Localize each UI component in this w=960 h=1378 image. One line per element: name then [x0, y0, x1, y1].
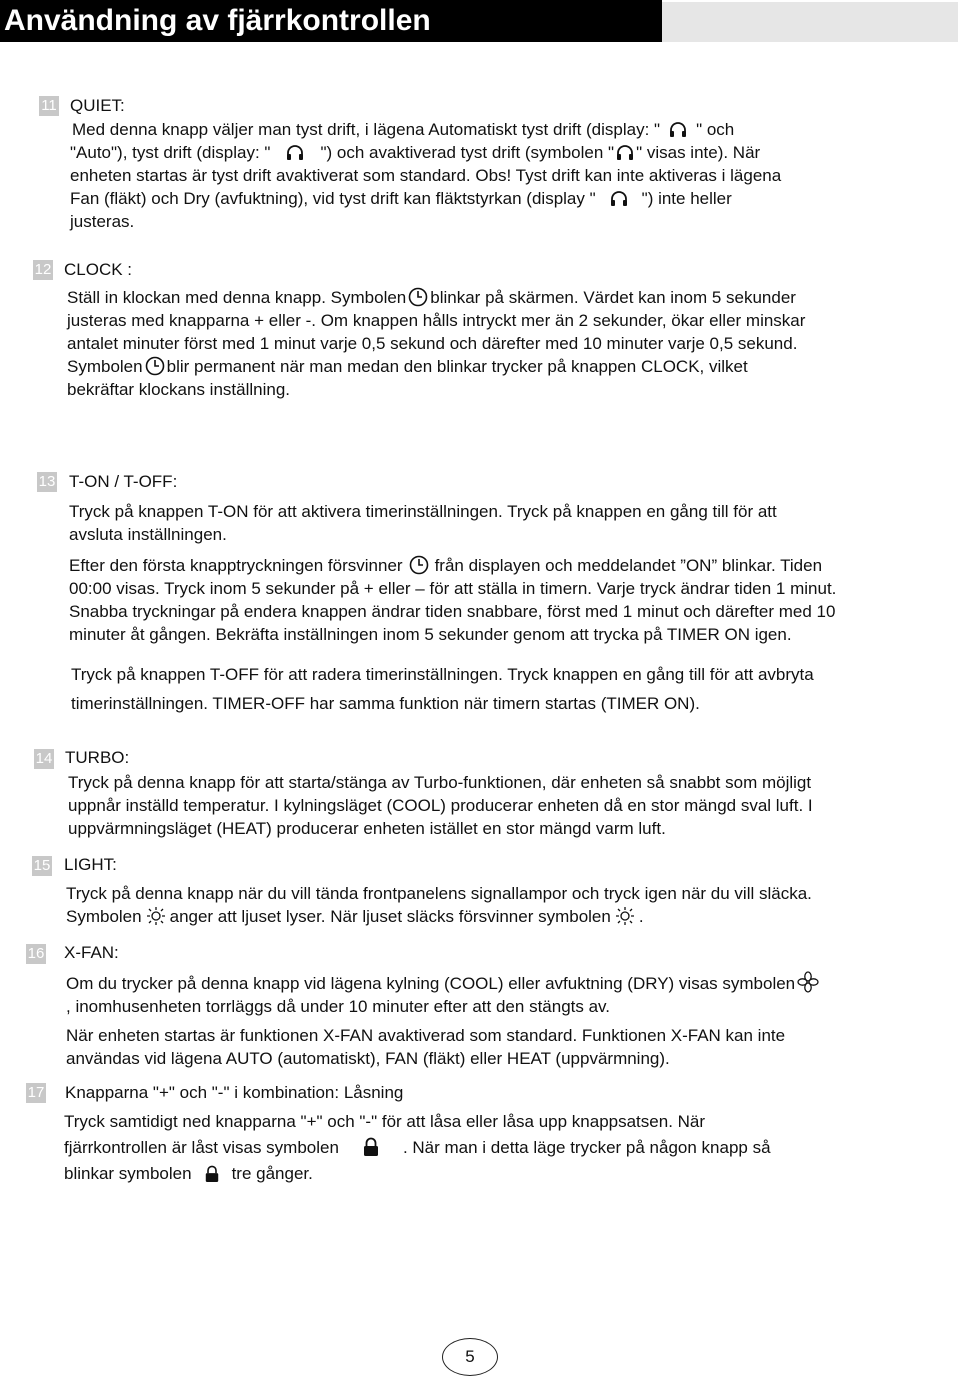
- text: Symbolen: [67, 357, 143, 376]
- text: ") och avaktiverad tyst drift (symbolen ": [320, 143, 615, 162]
- section-title-lock: Knapparna "+" och "-" i kombination: Låsning: [65, 1083, 404, 1102]
- text: justeras.: [70, 212, 135, 231]
- section-body-lock: [64, 1109, 944, 1187]
- section-number-14: 14: [35, 750, 53, 767]
- text: , inomhusenheten torrläggs då under 10 minuter efter att den stängts av.: [66, 997, 611, 1016]
- clock-icon: [409, 555, 429, 575]
- text: antalet minuter först med 1 minut varje 0,5 sekund och därefter med 10 minuter varje 0,5 sekund.: [67, 334, 798, 353]
- lock-icon: [362, 1137, 380, 1157]
- section-number-13: 13: [38, 473, 56, 490]
- text: bekräftar klockans inställning.: [67, 380, 291, 399]
- text: enheten startas är tyst drift avaktiverat som standard. Obs! Tyst drift kan inte aktiveras i lägena: [70, 166, 782, 185]
- text: ") inte heller: [641, 189, 732, 208]
- text: Tryck på knappen T-OFF för att radera timerinställningen. Tryck knappen en gång till för att avbryta: [71, 665, 814, 684]
- section-number-17: 17: [27, 1084, 45, 1101]
- lock-icon: [204, 1165, 220, 1183]
- section-body-quiet: [72, 118, 902, 233]
- section-body-light: [66, 882, 946, 928]
- section-title-quiet: QUIET:: [70, 96, 125, 115]
- text: 00:00 visas. Tryck inom 5 sekunder på + eller – för att ställa in timern. Varje tryck ändrar tiden 1 minut.: [69, 579, 837, 598]
- text: Snabba tryckningar på endera knappen ändrar tiden snabbare, först med 1 minut och därefter med 10: [69, 602, 836, 621]
- text: från displayen och meddelandet ”ON” blinkar. Tiden: [434, 556, 823, 575]
- section-number-11: 11: [39, 96, 59, 116]
- text: avsluta inställningen.: [69, 525, 227, 544]
- section-body-timer: [69, 500, 949, 718]
- section-body-xfan: [66, 971, 950, 1070]
- quiet-headphone-icon: [669, 121, 687, 139]
- section-number-15: 15: [33, 857, 51, 874]
- text: När enheten startas är funktionen X-FAN avaktiverad som standard. Funktionen X-FAN kan inte: [66, 1026, 786, 1045]
- text: blinkar på skärmen. Värdet kan inom 5 sekunder: [430, 288, 796, 307]
- text: Symbolen: [66, 907, 142, 926]
- clock-icon: [145, 356, 165, 376]
- text: justeras med knapparna + eller -. Om knappen hålls intryckt mer än 2 sekunder, ökar eller minskar: [67, 311, 806, 330]
- text: tre gånger.: [231, 1164, 313, 1183]
- xfan-icon: [797, 971, 819, 993]
- text: Tryck samtidigt ned knapparna "+" och "-" för att låsa eller låsa upp knappsatsen. När: [64, 1112, 706, 1131]
- text: blir permanent när man medan den blinkar trycker på knappen CLOCK, vilket: [166, 357, 748, 376]
- light-bulb-icon: [613, 906, 637, 926]
- page-number: 5: [442, 1338, 498, 1376]
- light-bulb-icon: [144, 906, 168, 926]
- page-title: Användning av fjärrkontrollen: [0, 0, 662, 42]
- text: " och: [696, 120, 735, 139]
- text: uppnår inställd temperatur. I kylningsläget (COOL) producerar enheten då en stor mängd sval luft. I: [68, 796, 813, 815]
- text: användas vid lägena AUTO (automatiskt), FAN (fläkt) eller HEAT (uppvärmning).: [66, 1049, 670, 1068]
- quiet-headphone-icon: [610, 190, 628, 208]
- text: Tryck på knappen T-ON för att aktivera timerinställningen. Tryck på knappen en gång till för att: [69, 502, 777, 521]
- section-title-timer: T-ON / T-OFF:: [69, 472, 178, 491]
- text: Tryck på denna knapp när du vill tända frontpanelens signallampor och tryck igen när du vill släcka.: [66, 884, 812, 903]
- text: .: [638, 907, 644, 926]
- text: Efter den första knapptryckningen försvinner: [69, 556, 403, 575]
- section-body-clock: [67, 286, 927, 401]
- text: " visas inte). När: [636, 143, 761, 162]
- clock-icon: [408, 287, 428, 307]
- text: uppvärmningsläget (HEAT) producerar enheten istället en stor mängd varm luft.: [68, 819, 666, 838]
- text: . När man i detta läge trycker på någon knapp så: [402, 1138, 771, 1157]
- section-number-16: 16: [27, 945, 45, 962]
- quiet-headphone-icon: [616, 144, 634, 162]
- section-number-12: 12: [34, 261, 52, 278]
- text: Fan (fläkt) och Dry (avfuktning), vid tyst drift kan fläktstyrkan (display ": [70, 189, 596, 208]
- section-body-turbo: [68, 771, 948, 840]
- section-title-light: LIGHT:: [64, 855, 117, 874]
- section-title-xfan: X-FAN:: [64, 943, 119, 962]
- text: timerinställningen. TIMER-OFF har samma funktion när timern startas (TIMER ON).: [71, 694, 700, 713]
- header-grey-band: [662, 2, 958, 42]
- section-title-turbo: TURBO:: [65, 748, 130, 767]
- text: blinkar symbolen: [64, 1164, 192, 1183]
- text: Tryck på denna knapp för att starta/stänga av Turbo-funktionen, där enheten så snabbt som möjligt: [68, 773, 812, 792]
- text: minuter åt gången. Bekräfta inställningen inom 5 sekunder genom att trycka på TIMER ON igen.: [69, 625, 792, 644]
- text: fjärrkontrollen är låst visas symbolen: [64, 1138, 339, 1157]
- quiet-headphone-icon: [286, 144, 304, 162]
- text: "Auto"), tyst drift (display: ": [70, 143, 271, 162]
- section-title-clock: CLOCK :: [64, 260, 133, 279]
- text: Med denna knapp väljer man tyst drift, i lägena Automatiskt tyst drift (display: ": [72, 120, 661, 139]
- text: Om du trycker på denna knapp vid lägena kylning (COOL) eller avfuktning (DRY) visas symbolen: [66, 974, 796, 993]
- text: anger att ljuset lyser. När ljuset släcks försvinner symbolen: [169, 907, 611, 926]
- text: Ställ in klockan med denna knapp. Symbolen: [67, 288, 407, 307]
